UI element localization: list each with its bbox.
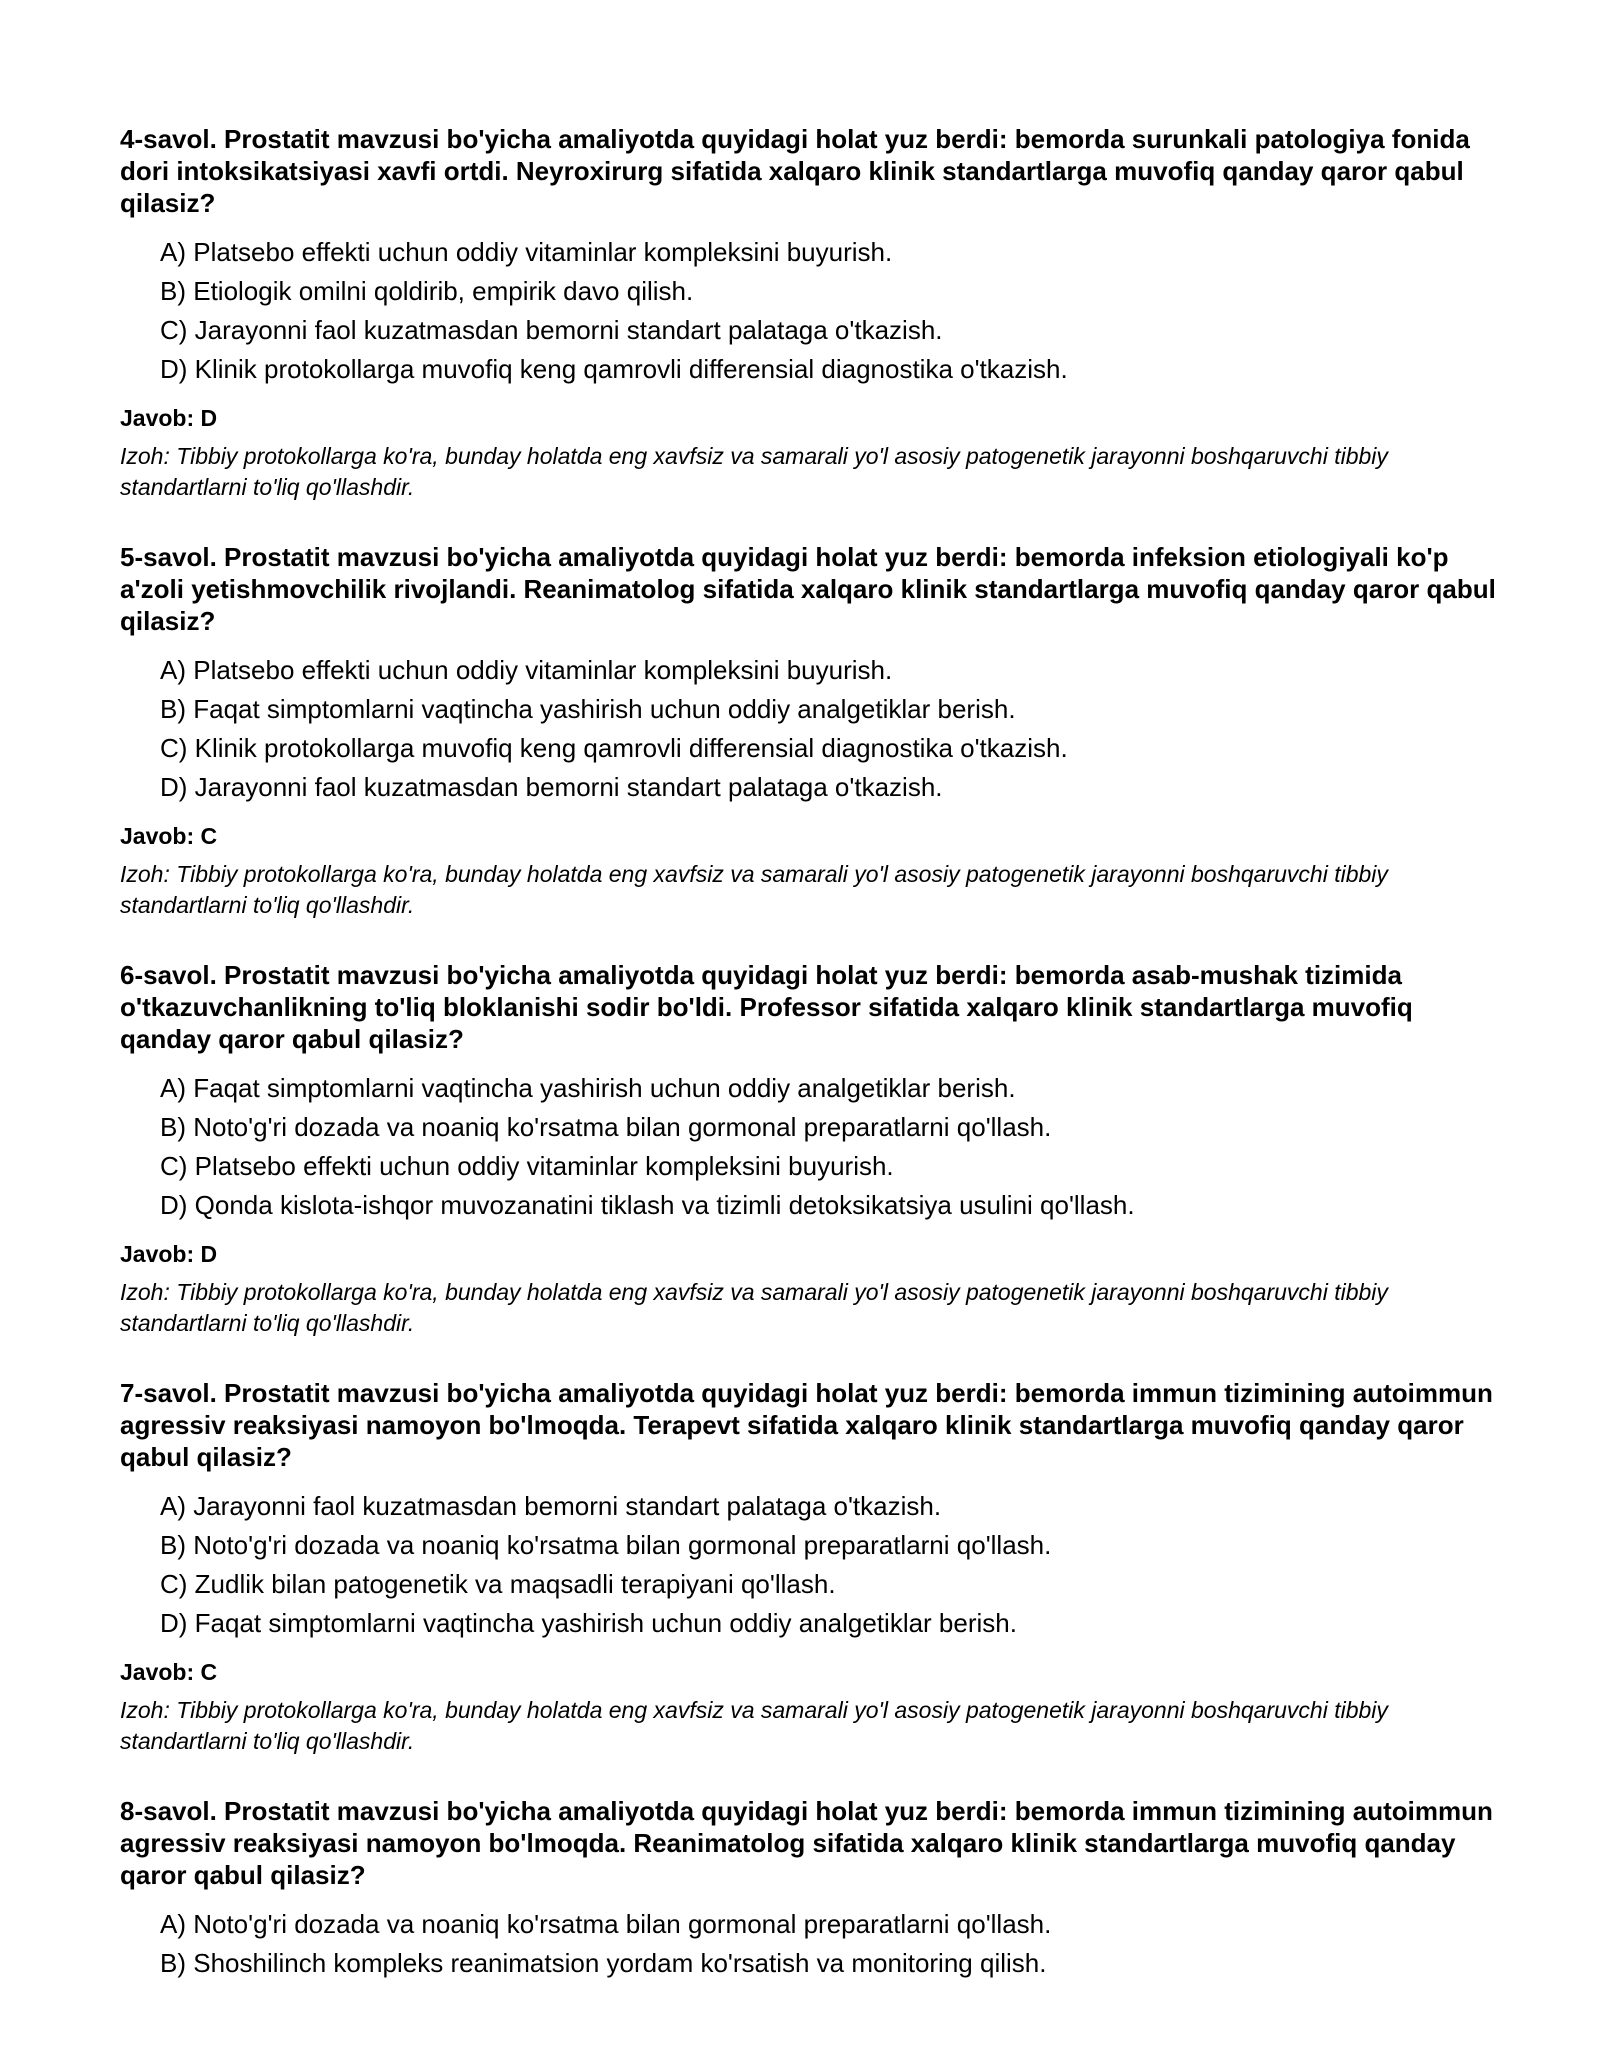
document-page	[120, 123, 1500, 2021]
question-text: 5-savol. Prostatit mavzusi bo'yicha amaliyotda quyidagi holat yuz berdi: bemorda infeksion etiologiyali ko'p a'zoli yetishmovchilik rivojlandi. Reanimatolog sifatida xalqaro klinik standartlarga muvofiq qanday qaror qabul qilasiz?	[120, 542, 1496, 636]
options-list	[160, 1905, 1500, 1983]
option-c: C) Platsebo effekti uchun oddiy vitaminlar kompleksini buyurish.	[160, 1151, 894, 1181]
option-a: A) Faqat simptomlarni vaqtincha yashirish uchun oddiy analgetiklar berish.	[160, 1073, 1016, 1103]
answer-text: Javob: D	[120, 405, 218, 431]
option-d: D) Klinik protokollarga muvofiq keng qamrovli differensial diagnostika o'tkazish.	[160, 354, 1068, 384]
question-block-5	[120, 541, 1500, 921]
note-text: Izoh: Tibbiy protokollarga ko'ra, bunday holatda eng xavfsiz va samarali yo'l asosiy patogenetik jarayonni boshqaruvchi tibbiy standartlarni to'liq qo'llashdir.	[120, 861, 1388, 918]
option-b: B) Etiologik omilni qoldirib, empirik davo qilish.	[160, 276, 694, 306]
question-text: 6-savol. Prostatit mavzusi bo'yicha amaliyotda quyidagi holat yuz berdi: bemorda asab-mushak tizimida o'tkazuvchanlikning to'liq bloklanishi sodir bo'ldi. Professor sifatida xalqaro klinik standartlarga muvofiq qanday qaror qabul qilasiz?	[120, 960, 1413, 1054]
option-a: A) Platsebo effekti uchun oddiy vitaminlar kompleksini buyurish.	[160, 655, 893, 685]
question-block-7	[120, 1377, 1500, 1757]
question-block-8	[120, 1795, 1500, 1983]
options-list	[160, 651, 1500, 807]
answer-text: Javob: C	[120, 1659, 218, 1685]
option-c: C) Klinik protokollarga muvofiq keng qamrovli differensial diagnostika o'tkazish.	[160, 733, 1068, 763]
option-b: B) Noto'g'ri dozada va noaniq ko'rsatma bilan gormonal preparatlarni qo'llash.	[160, 1112, 1052, 1142]
option-d: D) Jarayonni faol kuzatmasdan bemorni standart palataga o'tkazish.	[160, 772, 943, 802]
answer-text: Javob: C	[120, 823, 218, 849]
option-c: C) Zudlik bilan patogenetik va maqsadli terapiyani qo'llash.	[160, 1569, 836, 1599]
note-text: Izoh: Tibbiy protokollarga ko'ra, bunday holatda eng xavfsiz va samarali yo'l asosiy patogenetik jarayonni boshqaruvchi tibbiy standartlarni to'liq qo'llashdir.	[120, 1279, 1388, 1336]
question-text: 7-savol. Prostatit mavzusi bo'yicha amaliyotda quyidagi holat yuz berdi: bemorda immun tizimining autoimmun agressiv reaksiyasi namoyon bo'lmoqda. Terapevt sifatida xalqaro klinik standartlarga muvofiq qanday qaror qabul qilasiz?	[120, 1378, 1493, 1472]
note-text: Izoh: Tibbiy protokollarga ko'ra, bunday holatda eng xavfsiz va samarali yo'l asosiy patogenetik jarayonni boshqaruvchi tibbiy standartlarni to'liq qo'llashdir.	[120, 443, 1388, 500]
option-d: D) Qonda kislota-ishqor muvozanatini tiklash va tizimli detoksikatsiya usulini qo'llash.	[160, 1190, 1135, 1220]
note-text: Izoh: Tibbiy protokollarga ko'ra, bunday holatda eng xavfsiz va samarali yo'l asosiy patogenetik jarayonni boshqaruvchi tibbiy standartlarni to'liq qo'llashdir.	[120, 1697, 1388, 1754]
option-a: A) Platsebo effekti uchun oddiy vitaminlar kompleksini buyurish.	[160, 237, 893, 267]
option-b: B) Faqat simptomlarni vaqtincha yashirish uchun oddiy analgetiklar berish.	[160, 694, 1016, 724]
option-c: C) Jarayonni faol kuzatmasdan bemorni standart palataga o'tkazish.	[160, 315, 943, 345]
question-text: 8-savol. Prostatit mavzusi bo'yicha amaliyotda quyidagi holat yuz berdi: bemorda immun tizimining autoimmun agressiv reaksiyasi namoyon bo'lmoqda. Reanimatolog sifatida xalqaro klinik standartlarga muvofiq qanday qaror qabul qilasiz?	[120, 1796, 1493, 1890]
question-text: 4-savol. Prostatit mavzusi bo'yicha amaliyotda quyidagi holat yuz berdi: bemorda surunkali patologiya fonida dori intoksikatsiyasi xavfi ortdi. Neyroxirurg sifatida xalqaro klinik standartlarga muvofiq qanday qaror qabul qilasiz?	[120, 124, 1470, 218]
options-list	[160, 1487, 1500, 1643]
option-b: B) Shoshilinch kompleks reanimatsion yordam ko'rsatish va monitoring qilish.	[160, 1948, 1047, 1978]
option-d: D) Faqat simptomlarni vaqtincha yashirish uchun oddiy analgetiklar berish.	[160, 1608, 1017, 1638]
options-list	[160, 233, 1500, 389]
option-a: A) Noto'g'ri dozada va noaniq ko'rsatma bilan gormonal preparatlarni qo'llash.	[160, 1909, 1052, 1939]
option-a: A) Jarayonni faol kuzatmasdan bemorni standart palataga o'tkazish.	[160, 1491, 942, 1521]
answer-text: Javob: D	[120, 1241, 218, 1267]
options-list	[160, 1069, 1500, 1225]
option-b: B) Noto'g'ri dozada va noaniq ko'rsatma bilan gormonal preparatlarni qo'llash.	[160, 1530, 1052, 1560]
question-block-6	[120, 959, 1500, 1339]
question-block-4	[120, 123, 1500, 503]
